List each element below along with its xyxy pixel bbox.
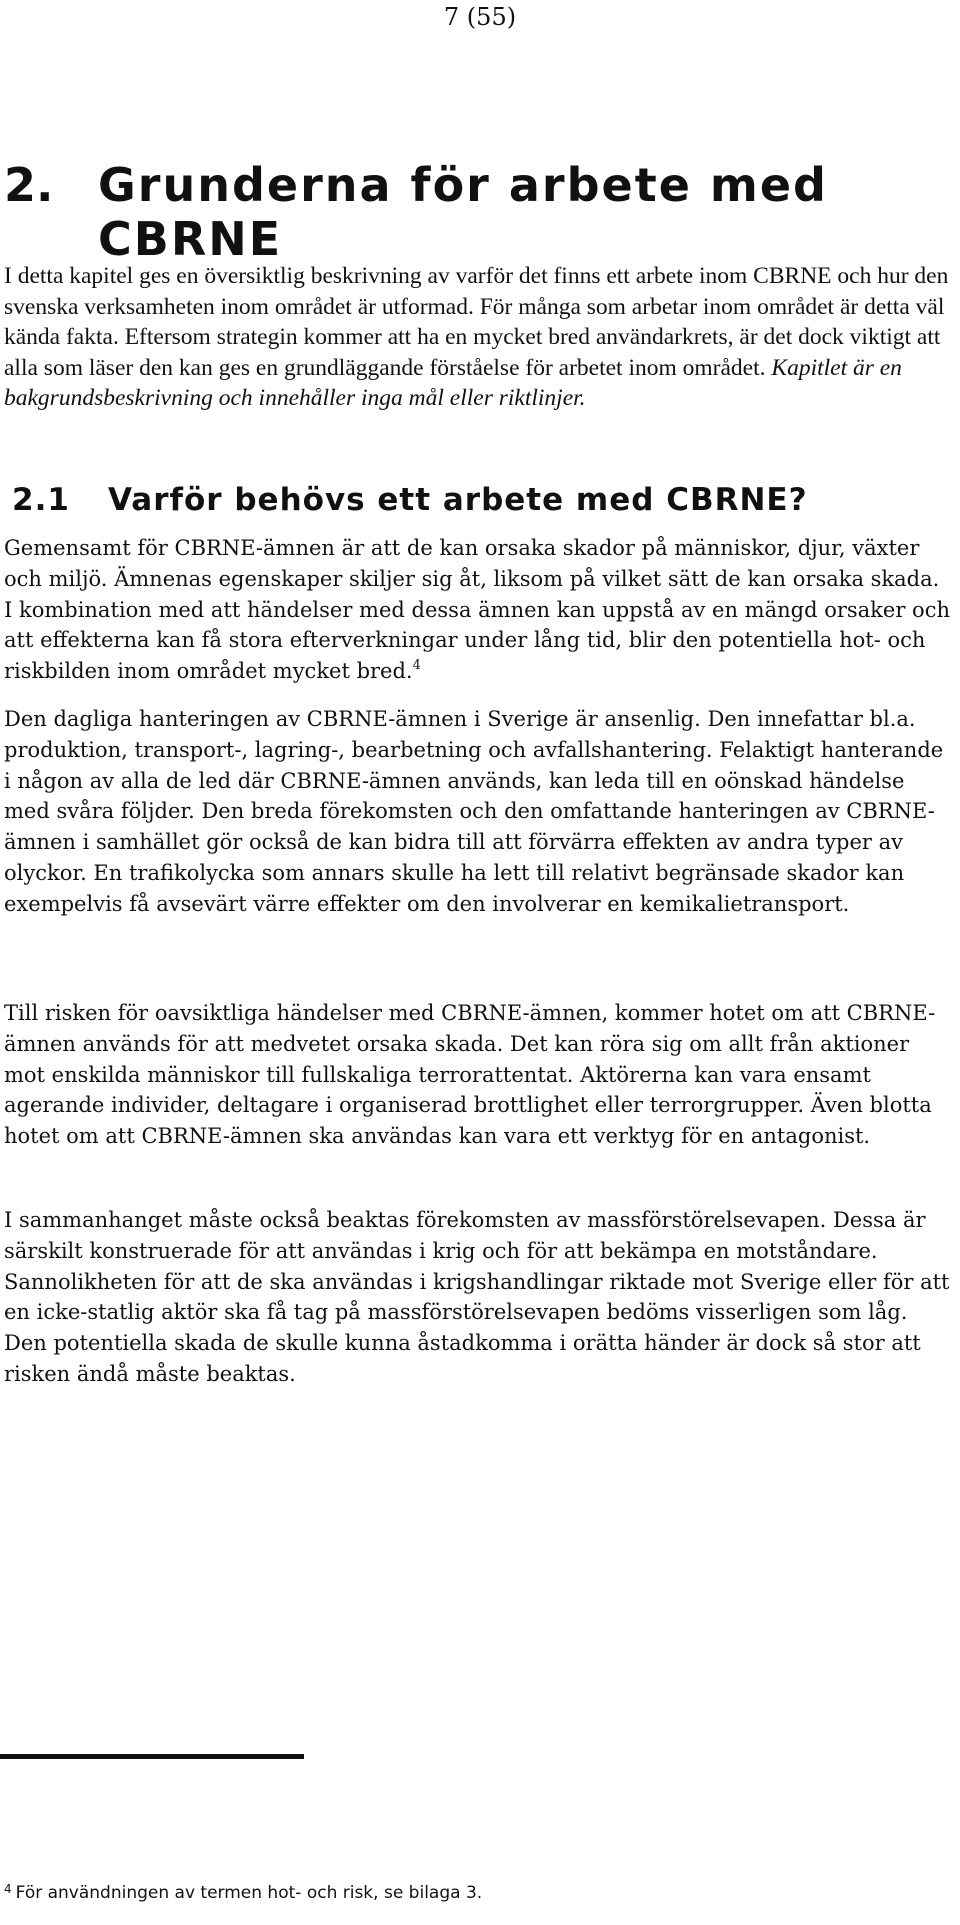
paragraph-text: Gemensamt för CBRNE-ämnen är att de kan orsaka skador på människor, djur, växter och miljö. Ämnenas egenskaper skiljer sig åt, liksom på vilket sätt de kan orsaka skada. I kombination med att händelser med dessa ämnen kan uppstå av en mängd orsaker och att effekterna kan få stora efterverkningar under lång tid, blir den potentiella hot- och riskbilden inom området mycket bred.	[4, 536, 950, 684]
body-paragraph-4	[4, 1205, 954, 1390]
body-paragraph-3	[4, 998, 954, 1152]
intro-italic-note: Kapitlet är en bakgrundsbeskrivning och innehåller inga mål eller riktlinjer.	[4, 354, 902, 411]
chapter-heading	[4, 158, 944, 266]
footnote-text: För användningen av termen hot- och risk, se bilaga 3.	[15, 1883, 483, 1903]
footnote-separator	[0, 1754, 304, 1759]
chapter-number: 2.	[4, 158, 54, 212]
footnote-number: 4	[4, 1882, 12, 1896]
footnote-reference: 4	[412, 658, 421, 674]
body-paragraph-1	[4, 533, 954, 687]
paragraph-text: Till risken för oavsiktliga händelser med CBRNE-ämnen, kommer hotet om att CBRNE-ämnen används för att medvetet orsaka skada. Det kan röra sig om allt från aktioner mot enskilda människor till fullskaliga terrorattentat. Aktörerna kan vara ensamt agerande individer, deltagare i organiserad brottlighet eller terrorgrupper. Även blotta hotet om att CBRNE-ämnen ska användas kan vara ett verktyg för en antagonist.	[4, 1001, 936, 1149]
footnote	[4, 1880, 944, 1906]
paragraph-text: I sammanhanget måste också beaktas förekomsten av massförstörelsevapen. Dessa är särskilt konstruerade för att användas i krig och för att bekämpa en motståndare. Sannolikheten för att de ska användas i krigshandlingar riktade mot Sverige eller för att en icke-statlig aktör ska få tag på massförstörelsevapen bedöms visserligen som låg. Den potentiella skada de skulle kunna åstadkomma i orätta händer är dock så stor att risken ändå måste beaktas.	[4, 1208, 950, 1386]
section-heading	[12, 480, 942, 520]
paragraph-text: Den dagliga hanteringen av CBRNE-ämnen i Sverige är ansenlig. Den innefattar bl.a. produktion, transport-, lagring-, bearbetning och avfallshantering. Felaktigt hanterande i någon av alla de led där CBRNE-ämnen används, kan leda till en oönskad händelse med svåra följder. Den breda förekomsten och den omfattande hanteringen av CBRNE-ämnen i samhället gör också de kan bidra till att förvärra effekten av andra typer av olyckor. En trafikolycka som annars skulle ha lett till relativt begränsade skador kan exempelvis få avsevärt värre effekter om den involverar en kemikalietransport.	[4, 707, 944, 916]
page-number: 7 (55)	[443, 3, 517, 31]
section-number: 2.1	[12, 482, 70, 518]
intro-paragraph	[4, 261, 954, 414]
section-title: Varför behövs ett arbete med CBRNE?	[108, 482, 808, 518]
chapter-title: Grunderna för arbete med CBRNE	[98, 158, 828, 266]
intro-text: I detta kapitel ges en översiktlig beskrivning av varför det finns ett arbete inom CBRNE och hur den svenska verksamheten inom området är utformad. För många som arbetar inom området är detta väl kända fakta. Eftersom strategin kommer att ha en mycket bred användarkrets, är det dock viktigt att alla som läser den kan ges en grundläggande förståelse för arbetet inom området.	[4, 263, 949, 381]
body-paragraph-2	[4, 704, 954, 920]
